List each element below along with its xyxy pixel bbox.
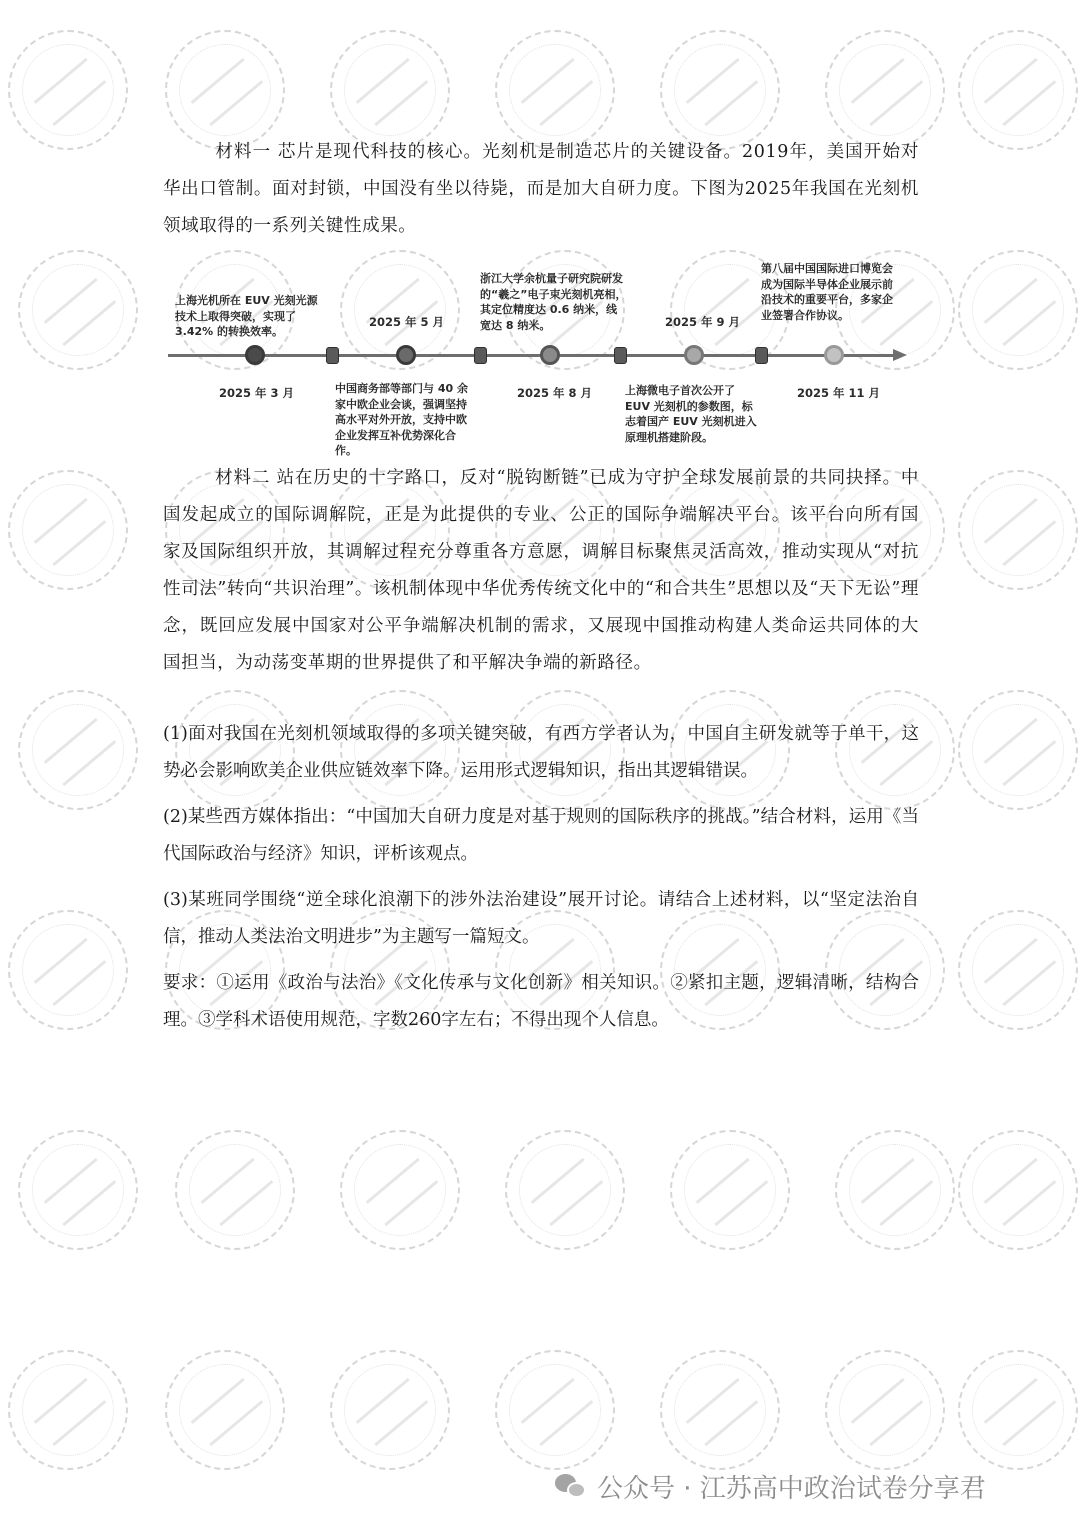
material-one-paragraph xyxy=(163,134,919,245)
timeline-node-september xyxy=(684,345,704,365)
timeline-date-august: 2025 年 8 月 xyxy=(517,386,593,400)
timeline-event-text-november: 第八届中国国际进口博览会成为国际半导体企业展示前沿技术的重要平台，多家企业签署合作协议。 xyxy=(761,262,893,322)
timeline-date-september: 2025 年 9 月 xyxy=(665,315,741,329)
timeline-axis xyxy=(168,354,896,357)
timeline-event-text-august: 浙江大学余杭量子研究院研发的“羲之”电子束光刻机亮相，其定位精度达 0.6 纳米，线宽达 8 纳米。 xyxy=(480,272,627,332)
timeline-date-may: 2025 年 5 月 xyxy=(369,315,445,329)
requirements: 要求：①运用《政治与法治》《文化传承与文化创新》相关知识。②紧扣主题，逻辑清晰，结构合理。③学科术语使用规范，字数260字左右；不得出现个人信息。 xyxy=(163,973,919,1030)
question-3: (3)某班同学围绕“逆全球化浪潮下的涉外法治建设”展开讨论。请结合上述材料，以“坚定法治自信，推动人类法治文明进步”为主题写一篇短文。 xyxy=(163,890,919,947)
timeline-node-may xyxy=(396,345,416,365)
material-one-text: 材料一 芯片是现代科技的核心。光刻机是制造芯片的关键设备。2019年，美国开始对华出口管制。面对封锁，中国没有坐以待毙，而是加大自研力度。下图为2025年我国在光刻机领域取得的一系列关键性成果。 xyxy=(163,142,919,236)
material-two-paragraph xyxy=(163,460,919,682)
question-1: (1)面对我国在光刻机领域取得的多项关键突破，有西方学者认为，中国自主研发就等于单干，这势必会影响欧美企业供应链效率下降。运用形式逻辑知识，指出其逻辑错误。 xyxy=(163,724,919,781)
timeline-arrow-icon xyxy=(893,349,907,361)
timeline-node-august xyxy=(540,345,560,365)
timeline-node-november xyxy=(824,345,844,365)
timeline-marker xyxy=(755,347,768,364)
timeline-marker xyxy=(326,347,339,364)
footer-watermark xyxy=(555,1466,986,1506)
question-2: (2)某些西方媒体指出：“中国加大自研力度是对基于规则的国际秩序的挑战。”结合材料，运用《当代国际政治与经济》知识，评析该观点。 xyxy=(163,807,919,864)
timeline-event-text-september: 上海微电子首次公开了 EUV 光刻机的参数图，标志着国产 EUV 光刻机进入原理机搭建阶段。 xyxy=(625,384,757,444)
timeline-event-text-may: 中国商务部等部门与 40 余家中欧企业会谈，强调坚持高水平对外开放，支持中欧企业发挥互补优势深化合作。 xyxy=(335,382,468,457)
timeline-marker xyxy=(614,347,627,364)
timeline-marker xyxy=(474,347,487,364)
timeline-node-march xyxy=(245,345,265,365)
wechat-icon xyxy=(555,1472,589,1500)
timeline-date-november: 2025 年 11 月 xyxy=(797,386,881,400)
timeline-event-text-march: 上海光机所在 EUV 光刻光源技术上取得突破，实现了 3.42% 的转换效率。 xyxy=(175,294,318,338)
footer-text: 公众号 · 江苏高中政治试卷分享君 xyxy=(597,1473,986,1504)
timeline-date-march: 2025 年 3 月 xyxy=(219,386,295,400)
lithography-timeline xyxy=(165,255,915,455)
material-two-text: 材料二 站在历史的十字路口，反对“脱钩断链”已成为守护全球发展前景的共同抉择。中国发起成立的国际调解院，正是为此提供的专业、公正的国际争端解决平台。该平台向所有国家及国际组织开放，其调解过程充分尊重各方意愿，调解目标聚焦灵活高效，推动实现从“对抗性司法”转向“共识治理”。该机制体现中华优秀传统文化中的“和合共生”思想以及“天下无讼”理念，既回应发展中国家对公平争端解决机制的需求，又展现中国推动构建人类命运共同体的大国担当，为动荡变革期的世界提供了和平解决争端的新路径。 xyxy=(163,468,919,673)
